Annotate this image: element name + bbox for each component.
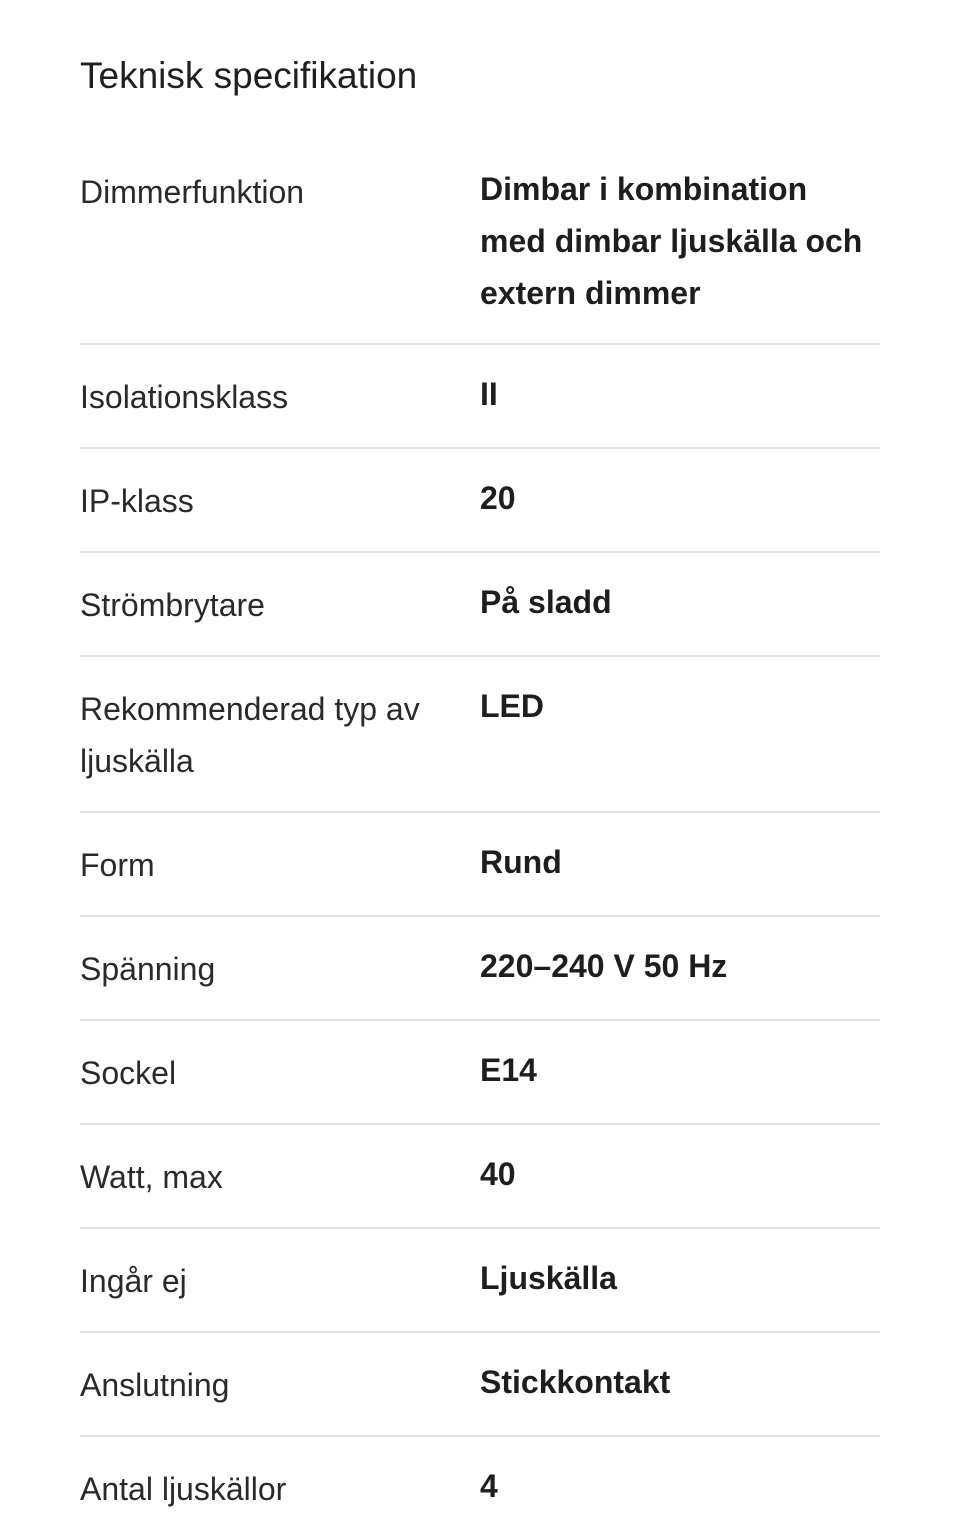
section-title: Teknisk specifikation xyxy=(80,55,418,96)
spec-label: Strömbrytare xyxy=(80,587,265,623)
spec-value: 220–240 V 50 Hz xyxy=(480,948,728,984)
spec-value: LED xyxy=(480,688,544,724)
spec-row-ljuskalla-typ xyxy=(80,657,880,813)
spec-value: 40 xyxy=(480,1156,516,1192)
spec-label: Form xyxy=(80,847,155,883)
spec-value: E14 xyxy=(480,1052,537,1088)
spec-value: Stickkontakt xyxy=(480,1364,671,1400)
spec-label: Anslutning xyxy=(80,1367,230,1403)
spec-label: Ingår ej xyxy=(80,1263,187,1299)
spec-value: Rund xyxy=(480,844,562,880)
spec-value: 4 xyxy=(480,1468,498,1504)
spec-row-form xyxy=(80,813,880,917)
spec-row-antal-ljuskallor xyxy=(80,1437,880,1539)
spec-row-anslutning xyxy=(80,1333,880,1437)
spec-row-strombrytare xyxy=(80,553,880,657)
spec-row-spanning xyxy=(80,917,880,1021)
spec-row-sockel xyxy=(80,1021,880,1125)
spec-label: Dimmerfunktion xyxy=(80,174,305,210)
spec-label: Isolationsklass xyxy=(80,379,289,415)
spec-row-ip-klass xyxy=(80,449,880,553)
spec-label: Sockel xyxy=(80,1055,177,1091)
spec-row-ingar-ej xyxy=(80,1229,880,1333)
spec-label: Spänning xyxy=(80,951,216,987)
spec-label: IP-klass xyxy=(80,483,194,519)
spec-table xyxy=(80,166,880,1539)
spec-value: Dimbar i kombination med dimbar ljuskälla och extern dimmer xyxy=(480,171,863,311)
spec-label: Watt, max xyxy=(80,1159,223,1195)
spec-label: Antal ljuskällor xyxy=(80,1471,287,1507)
spec-row-watt-max xyxy=(80,1125,880,1229)
spec-value: På sladd xyxy=(480,584,612,620)
spec-row-dimmerfunktion xyxy=(80,166,880,345)
spec-value: Ljuskälla xyxy=(480,1260,617,1296)
spec-label: Rekommenderad typ av ljuskälla xyxy=(80,691,420,779)
spec-row-isolationsklass xyxy=(80,345,880,449)
spec-value: 20 xyxy=(480,480,516,516)
spec-value: II xyxy=(480,376,498,412)
